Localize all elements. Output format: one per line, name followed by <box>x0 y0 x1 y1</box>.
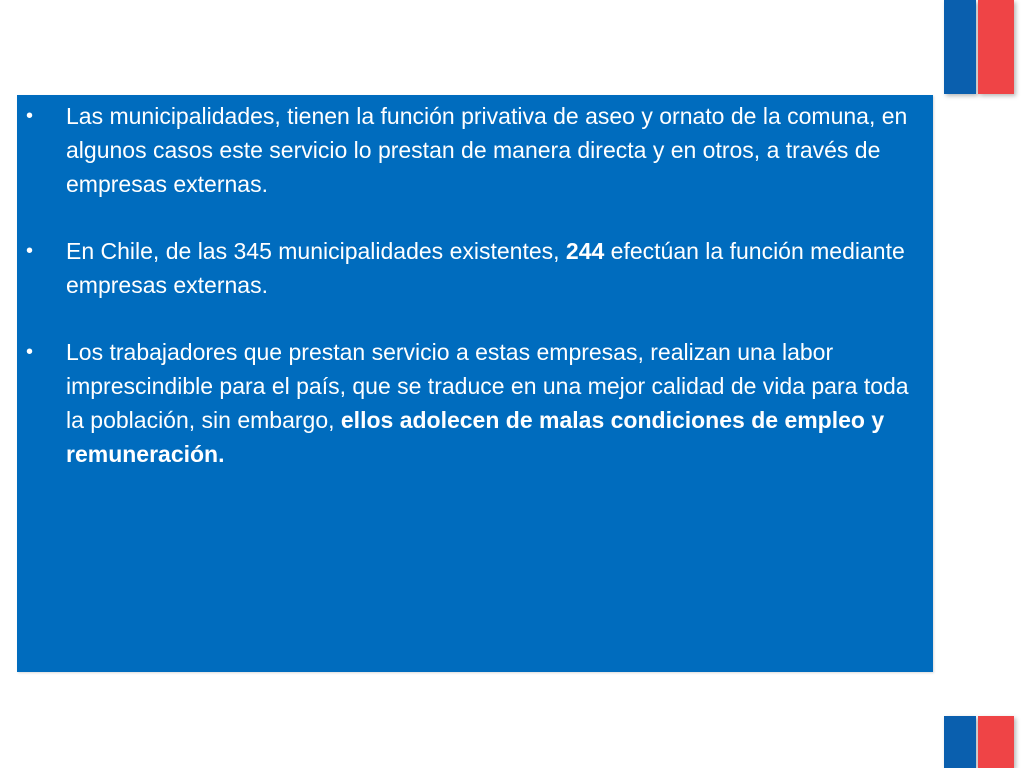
flag-red-stripe <box>978 0 1014 94</box>
content-box <box>17 95 933 672</box>
flag-blue-stripe <box>944 0 976 94</box>
bullet-list <box>17 99 933 504</box>
bullet-item-2 <box>17 234 933 302</box>
bullet-text: Los trabajadores que prestan servicio a estas empresas, realizan una labor imprescindible para el país, que se traduce en una mejor calidad de vida para toda la población, sin embargo, <box>66 339 909 433</box>
bullet-bold-text: 244 <box>565 238 605 264</box>
flag-decoration-bottom <box>944 716 1014 768</box>
bullet-bold-text: ellos adolecen de malas condiciones de empleo y remuneración. <box>66 407 885 467</box>
flag-blue-stripe <box>944 716 976 768</box>
flag-decoration-top <box>944 0 1014 94</box>
bullet-marker: • <box>26 240 34 262</box>
bullet-item-3 <box>17 335 933 471</box>
bullet-text: Las municipalidades, tienen la función privativa de aseo y ornato de la comuna, en algunos casos este servicio lo prestan de manera directa y en otros, a través de empresas externas. <box>66 103 908 197</box>
bullet-item-1 <box>17 99 933 201</box>
bullet-text-after: efectúan la función mediante empresas externas. <box>66 238 905 298</box>
bullet-marker: • <box>26 105 34 127</box>
bullet-text: En Chile, de las 345 municipalidades existentes, <box>66 238 566 264</box>
bullet-marker: • <box>26 341 34 363</box>
flag-red-stripe <box>978 716 1014 768</box>
